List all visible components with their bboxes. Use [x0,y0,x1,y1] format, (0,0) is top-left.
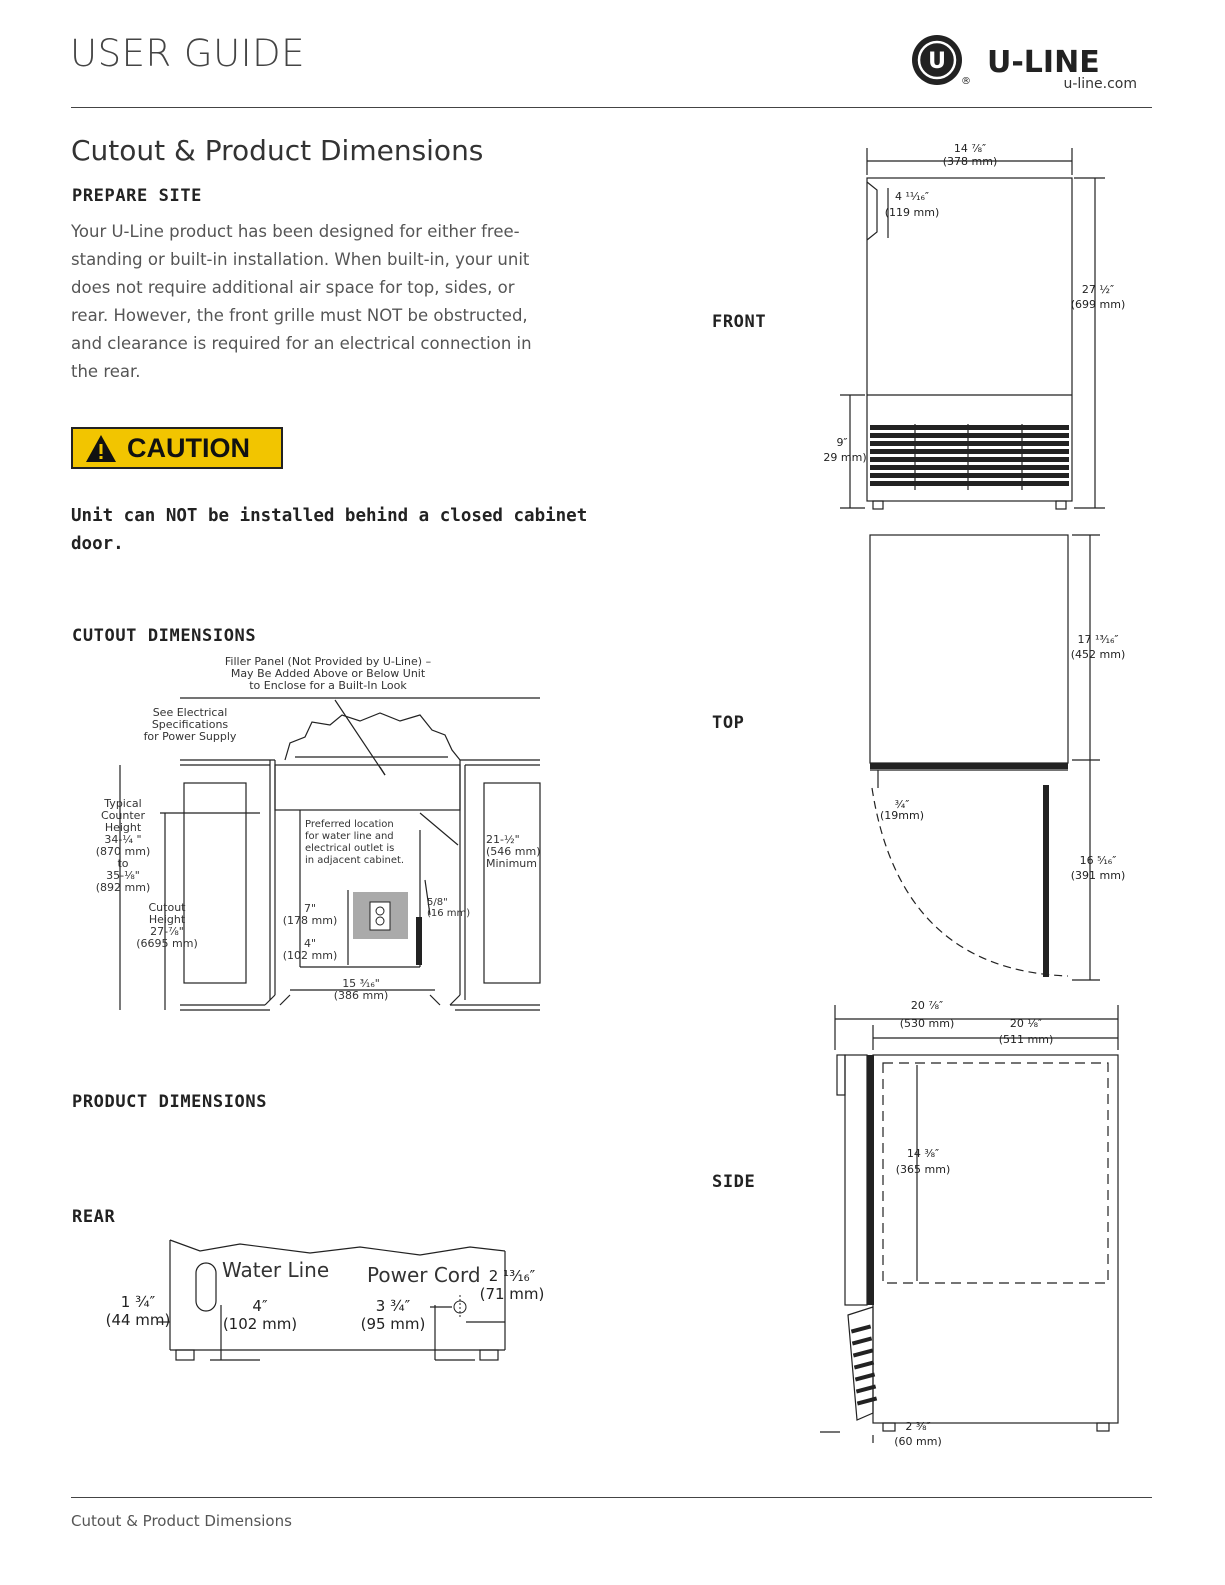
gap-label: (16 mm) [427,908,471,919]
counter-height-label: 35-⅛" [106,869,140,882]
water-height-label: 4″ [252,1297,268,1315]
depth-label: Minimum [486,857,537,870]
prepare-site-text [71,218,561,386]
warning-line: Unit can NOT be installed behind a closed cabinet [71,506,588,526]
electrical-label: See Electrical [152,706,228,719]
outlet-floor-label: 4" [303,937,317,950]
footer-text: Cutout & Product Dimensions [71,1512,292,1530]
outlet-height-label: (178 mm) [282,914,338,927]
counter-height-label: Typical [104,797,142,810]
handle-label: 4 ¹¹⁄₁₆″ [894,190,930,203]
front-label: FRONT [712,312,767,332]
header-divider [71,107,1152,108]
caution-banner [71,427,283,469]
power-offset-label: (71 mm) [479,1285,545,1303]
front-width-label: (378 mm) [942,155,998,168]
preferred-label: for water line and [305,831,394,842]
depth-label: 21-½" [486,833,520,846]
outlet-height-label: 7" [303,902,317,915]
water-height-label: (102 mm) [222,1315,298,1333]
water-line-label: Water Line [222,1258,330,1282]
brand-name: U-LINE [987,45,1100,80]
product-dimensions-heading: PRODUCT DIMENSIONS [72,1092,268,1112]
cutout-height-label: 27-⅞" [150,925,184,938]
preferred-label: in adjacent cabinet. [305,855,405,866]
top-depth-label: (452 mm) [1070,648,1126,661]
door-thick-label: (19mm) [879,809,925,822]
text-line: does not require additional air space for top, sides, or [71,278,515,297]
front-height-label: (699 mm) [1070,298,1126,311]
left-offset-label: 1 ¾″ [120,1293,156,1311]
side-inner-label: 14 ⅜″ [906,1147,940,1160]
counter-height-label: Height [104,821,142,834]
counter-height-label: (870 mm) [95,845,151,858]
guide-title: USER GUIDE [70,32,305,75]
door-swing-label: (391 mm) [1070,869,1126,882]
side-label: SIDE [712,1172,756,1192]
cutout-height-label: (6695 mm) [136,937,198,950]
front-view-diagram [815,140,1135,520]
left-offset-label: (44 mm) [105,1311,171,1329]
cutout-heading: CUTOUT DIMENSIONS [72,626,257,646]
warning-triangle-icon [85,433,117,463]
front-width-label: 14 ⅞″ [953,142,987,155]
door-thick-label: ¾″ [894,798,910,811]
side-body-label: 20 ⅛″ [1009,1017,1043,1030]
door-swing-label: 16 ⁵⁄₁₆″ [1079,854,1117,867]
outlet-floor-label: (102 mm) [282,949,338,962]
cutout-height-label: Height [148,913,186,926]
text-line: Your U-Line product has been designed for either free- [71,222,520,241]
footer-divider [71,1497,1152,1498]
handle-label: (119 mm) [884,206,940,219]
counter-height-label: (892 mm) [95,881,151,894]
counter-height-label: Counter [101,809,145,822]
prepare-site-heading: PREPARE SITE [72,186,203,206]
preferred-label: Preferred location [305,819,394,830]
top-depth-label: 17 ¹³⁄₁₆″ [1077,633,1119,646]
filler-label: Filler Panel (Not Provided by U-Line) – [224,655,432,668]
preferred-label: electrical outlet is [305,843,395,854]
front-height-label: 27 ½″ [1081,283,1115,296]
u-line-logo [905,30,1145,95]
counter-height-label: 34-¼ " [104,833,142,846]
cutout-height-label: Cutout [148,901,186,914]
warning-text [71,502,591,558]
text-line: standing or built-in installation. When built-in, your unit [71,250,530,269]
top-label: TOP [712,713,745,733]
grille-label: 29 mm) [823,451,867,464]
side-overall-label: (530 mm) [899,1017,955,1030]
side-body-label: (511 mm) [998,1033,1054,1046]
top-view-diagram [840,530,1140,990]
counter-height-label: to [117,857,129,870]
power-offset-label: 2 ¹³⁄₁₆″ [488,1267,536,1285]
foot-label: (60 mm) [894,1435,942,1448]
electrical-label: Specifications [151,718,229,731]
side-inner-label: (365 mm) [895,1163,951,1176]
rear-heading: REAR [72,1207,116,1227]
power-cord-label: Power Cord [367,1263,481,1287]
website: u-line.com [1063,76,1137,92]
side-overall-label: 20 ⅞″ [910,999,944,1012]
gap-label: 5/8" [427,897,448,908]
depth-label: (546 mm) [486,845,541,858]
power-height-label: 3 ¾″ [375,1297,411,1315]
cutout-width-label: (386 mm) [333,989,389,1002]
grille-label: 9″ [836,436,848,449]
rear-diagram [100,1235,550,1370]
cutout-diagram [80,655,550,1030]
text-line: rear. However, the front grille must NOT be obstructed, [71,306,528,325]
section-title: Cutout & Product Dimensions [71,134,484,167]
warning-line: door. [71,534,124,554]
filler-label: to Enclose for a Built-In Look [249,679,407,692]
side-view-diagram [815,995,1135,1455]
text-line: and clearance is required for an electrical connection in [71,334,532,353]
foot-label: 2 ⅜″ [905,1420,931,1433]
text-line: the rear. [71,362,141,381]
logo-letter: U [928,49,946,74]
cutout-width-label: 15 ³⁄₁₆" [342,977,380,990]
filler-label: May Be Added Above or Below Unit [230,667,426,680]
power-height-label: (95 mm) [360,1315,426,1333]
registered-mark: ® [961,76,971,87]
caution-label: CAUTION [127,432,250,463]
electrical-label: for Power Supply [143,730,237,743]
